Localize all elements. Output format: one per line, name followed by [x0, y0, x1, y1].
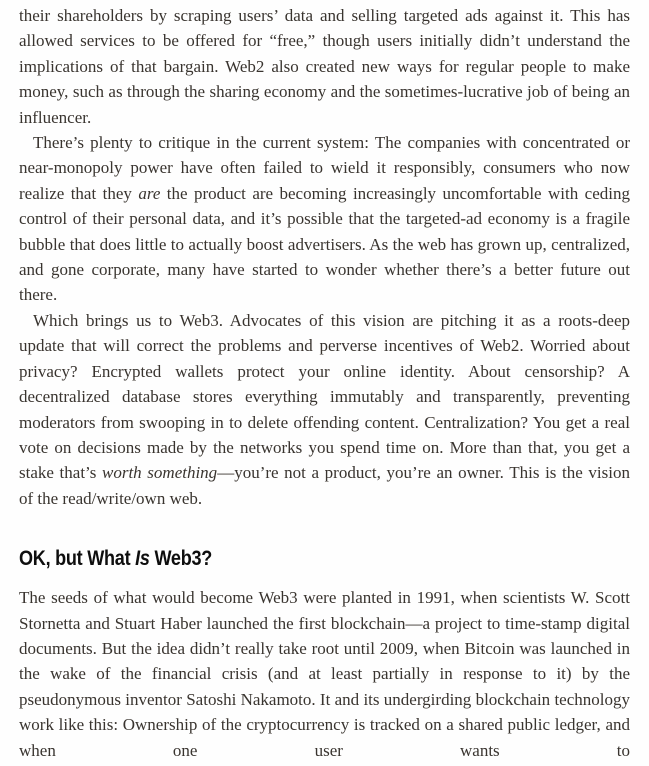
paragraph-web2-critique	[19, 130, 630, 308]
italic-text-run: are	[138, 183, 161, 203]
italic-text-run: Is	[135, 546, 150, 571]
text-run: The seeds of what would become Web3 were planted in 1991, when scientists W. Scott Stornetta and Stuart Haber launched the first blockchain—a project to time-stamp digital documents. But the idea didn’t really take root until 2009, when Bitcoin was launched in the wake of the financial crisis (and at least partially in response to it) by the pseudonymous inventor Satoshi Nakamoto. It and its undergirding blockchain technology work like this: Ownership of the cryptocurrency is tracked on a shared public ledger, and when one user wants to	[19, 588, 630, 760]
italic-text-run: worth something	[102, 463, 218, 483]
text-run: Which brings us to Web3. Advocates of this vision are pitching it as a roots-deep update that will correct the problems and perverse incentives of Web2. Worried about privacy? Encrypted wallets protect your online identity. About censorship? A decentralized database stores everything immutably and transparently, preventing moderators from swooping in to delete offending content. Centralization? You get a real vote on decisions made by the networks you spend time on. More than that, you get a stake that’s	[19, 310, 630, 483]
text-run: There’s plenty to critique in the current system: The companies with concentrated or near-monopoly power have often failed to wield it responsibly, consumers who now realize that they	[19, 133, 630, 203]
text-run: —you’re not a product, you’re an owner. This is the vision of the read/write/own web.	[19, 463, 630, 508]
paragraph-web2-monetization	[19, 3, 630, 130]
text-run: OK, but What	[19, 546, 136, 571]
text-run: their shareholders by scraping users’ data and selling targeted ads against it. This has allowed services to be offered for “free,” though users initially didn’t understand the implications of that bargain. Web2 also created new ways for regular people to make money, such as through the sharing economy and the sometimes-lucrative job of being an influencer.	[19, 6, 630, 127]
text-run: the product are becoming increasingly uncomfortable with ceding control of their personal data, and it’s possible that the targeted-ad economy is a fragile bubble that does little to actually boost advertisers. As the web has grown up, centralized, and gone corporate, many have started to wonder whether there’s a better future out there.	[19, 183, 630, 305]
paragraph-web3-origins	[19, 585, 630, 763]
paragraph-web3-pitch	[19, 308, 630, 511]
text-run: Web3?	[149, 546, 213, 571]
section-heading-what-is-web3	[19, 547, 532, 569]
